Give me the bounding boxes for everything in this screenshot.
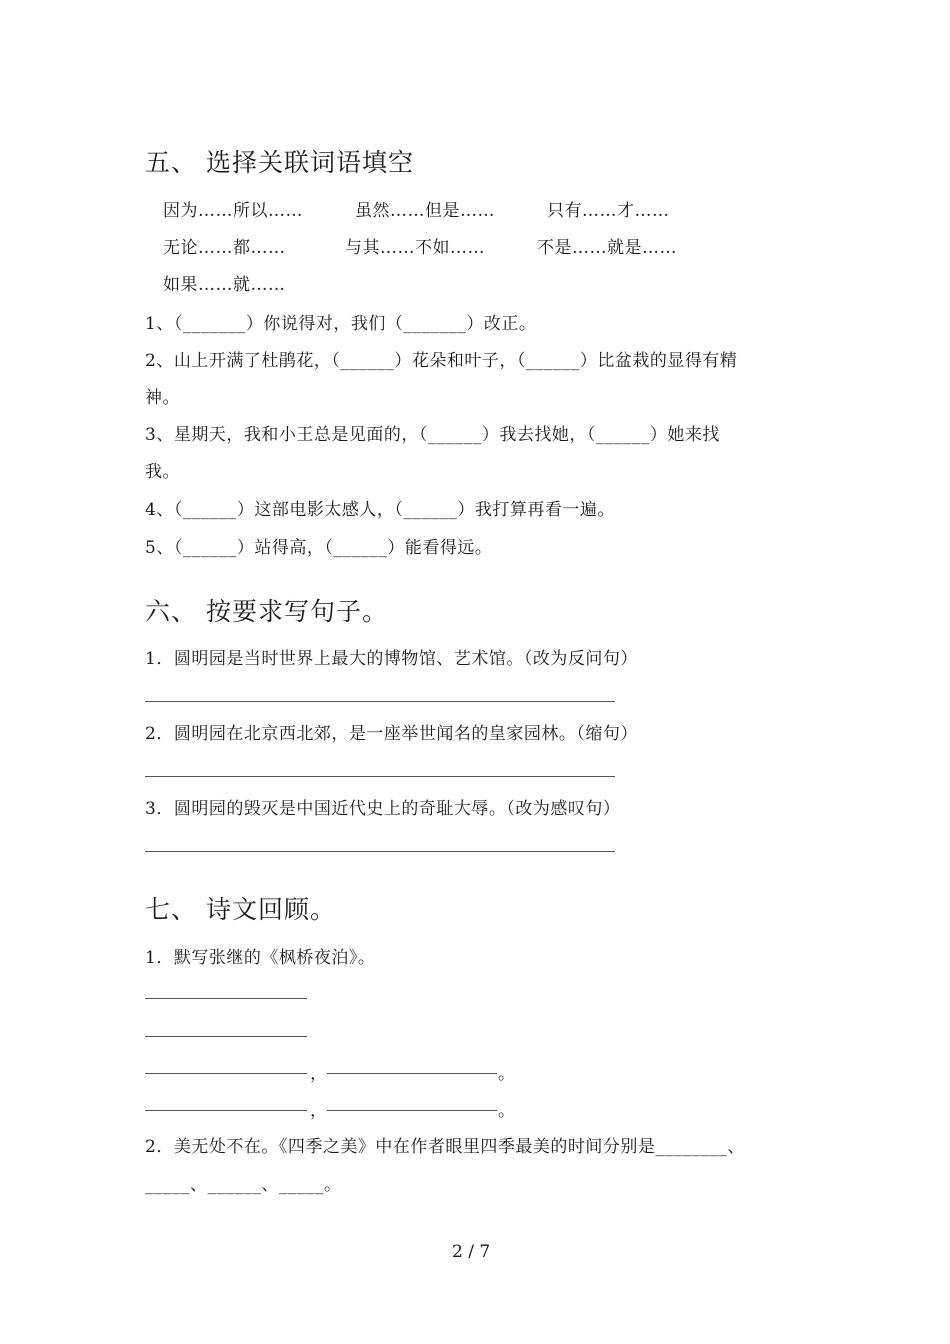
section-6-title: 六、 按要求写句子。 — [145, 597, 388, 626]
answer-line-6-3[interactable] — [145, 851, 615, 852]
poem-comma-1: ， — [310, 1064, 328, 1084]
poem-line-2[interactable] — [327, 1073, 497, 1074]
question-5-5: 5、（______）站得高，（______）能看得远。 — [145, 538, 493, 558]
question-5-3-line2: 我。 — [145, 462, 180, 482]
poem-period-1: 。 — [498, 1064, 516, 1084]
question-5-2-line1: 2、山上开满了杜鹃花，（______）花朵和叶子，（______）比盆栽的显得有精 — [145, 351, 738, 371]
poem-period-2: 。 — [498, 1101, 516, 1121]
page-number: 2 / 7 — [452, 1242, 491, 1262]
question-5-4: 4、（______）这部电影太感人，（______）我打算再看一遍。 — [145, 500, 615, 520]
question-6-3: 3．圆明园的毁灭是中国近代史上的奇耻大辱。（改为感叹句） — [145, 799, 621, 819]
question-7-2-line2: _____、______、_____。 — [145, 1175, 342, 1195]
answer-line-6-1[interactable] — [145, 701, 615, 702]
question-5-2-line2: 神。 — [145, 388, 180, 408]
question-7-2-line1: 2．美无处不在。《四季之美》中在作者眼里四季最美的时间分别是________、 — [145, 1137, 745, 1157]
option-ruguo: 如果……就…… — [163, 275, 286, 295]
option-yinwei: 因为……所以…… — [163, 201, 303, 221]
poem-line-3[interactable] — [145, 1110, 307, 1111]
option-yuqi: 与其……不如…… — [345, 238, 485, 258]
question-5-1: 1、（_______）你说得对，我们（_______）改正。 — [145, 314, 537, 334]
poem-author-line[interactable] — [145, 1036, 307, 1037]
poem-line-4[interactable] — [327, 1110, 497, 1111]
section-7-title: 七、 诗文回顾。 — [145, 895, 336, 924]
question-7-1: 1．默写张继的《枫桥夜泊》。 — [145, 948, 376, 968]
poem-title-line[interactable] — [145, 998, 307, 999]
poem-line-1[interactable] — [145, 1073, 307, 1074]
question-6-1: 1．圆明园是当时世界上最大的博物馆、艺术馆。（改为反问句） — [145, 649, 638, 669]
option-suiran: 虽然……但是…… — [355, 201, 495, 221]
option-wulun: 无论……都…… — [163, 238, 286, 258]
option-zhiyou: 只有……才…… — [547, 201, 670, 221]
question-5-3-line1: 3、星期天，我和小王总是见面的，（______）我去找她，（______）她来找 — [145, 425, 720, 445]
section-5-title: 五、 选择关联词语填空 — [145, 148, 414, 177]
question-6-2: 2．圆明园在北京西北郊，是一座举世闻名的皇家园林。（缩句） — [145, 724, 638, 744]
answer-line-6-2[interactable] — [145, 776, 615, 777]
poem-comma-2: ， — [310, 1101, 328, 1121]
option-bushi: 不是……就是…… — [537, 238, 677, 258]
